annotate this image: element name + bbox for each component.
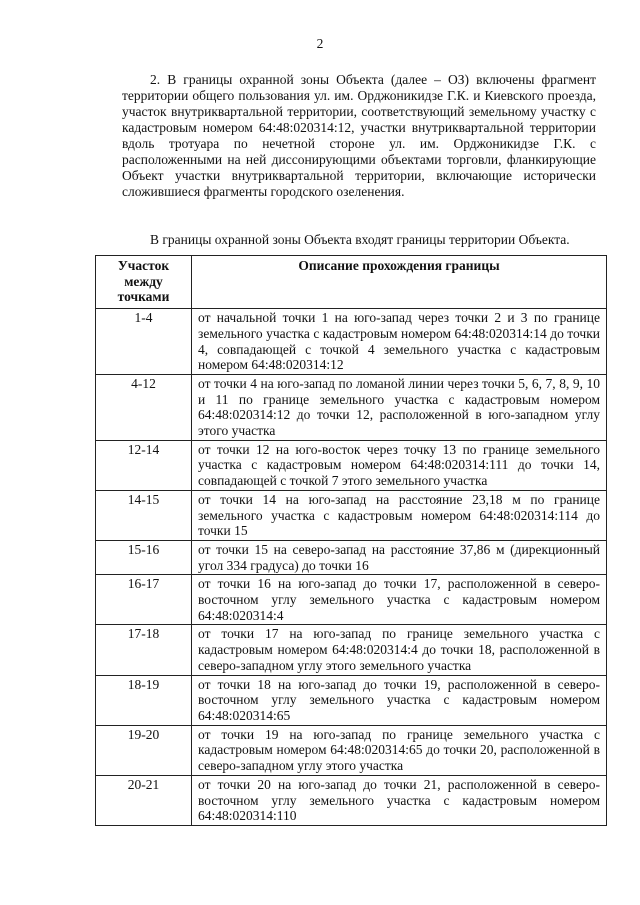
- table-row: [96, 374, 607, 440]
- description-cell: от точки 4 на юго-запад по ломаной линии через точки 5, 6, 7, 8, 9, 10 и 11 по границе земельного участка с кадастровым номером 64:48:020314:12 до точки 12, расположенной в юго-западном углу этого участка: [192, 374, 607, 440]
- segment-cell: 14-15: [96, 490, 192, 540]
- description-cell: от точки 19 на юго-запад по границе земельного участка с кадастровым номером 64:48:020314:65 до точки 20, расположенной в северо-западном углу этого участка: [192, 725, 607, 775]
- description-cell: от точки 15 на северо-запад на расстояние 37,86 м (дирекционный угол 334 градуса) до точки 16: [192, 540, 607, 574]
- header-segment: Участок между точками: [96, 256, 192, 309]
- segment-cell: 18-19: [96, 675, 192, 725]
- segment-cell: 19-20: [96, 725, 192, 775]
- segment-cell: 15-16: [96, 540, 192, 574]
- table-row: [96, 309, 607, 375]
- table-row: [96, 490, 607, 540]
- table-row: [96, 775, 607, 825]
- description-cell: от точки 17 на юго-запад по границе земельного участка с кадастровым номером 64:48:020314:4 до точки 18, расположенной в северо-западном углу этого земельного участка: [192, 625, 607, 675]
- table-header-row: [96, 256, 607, 309]
- table-row: [96, 540, 607, 574]
- table-row: [96, 725, 607, 775]
- table-row: [96, 625, 607, 675]
- table-row: [96, 575, 607, 625]
- segment-cell: 16-17: [96, 575, 192, 625]
- boundary-table: [95, 255, 607, 826]
- segment-cell: 4-12: [96, 374, 192, 440]
- paragraph-protection-zone: 2. В границы охранной зоны Объекта (далее – ОЗ) включены фрагмент территории общего пользования ул. им. Орджоникидзе Г.К. и Киевского проезда, участок внутриквартальной территории, соответствующий земельному участку с кадастровым номером 64:48:020314:12, участки внутриквартальной территории вдоль тротуара по нечетной стороне ул. им. Орджоникидзе Г.К. с расположенными на ней диссонирующими объектами торговли, фланкирующие Объект участки внутриквартальной территории, включающие исторически сложившиеся фрагменты городского озеленения.: [122, 72, 596, 199]
- segment-cell: 12-14: [96, 440, 192, 490]
- description-cell: от точки 18 на юго-запад до точки 19, расположенной в северо-восточном углу земельного участка с кадастровым номером 64:48:020314:65: [192, 675, 607, 725]
- description-cell: от точки 14 на юго-запад на расстояние 23,18 м по границе земельного участка с кадастровым номером 64:48:020314:114 до точки 15: [192, 490, 607, 540]
- table-row: [96, 675, 607, 725]
- segment-cell: 20-21: [96, 775, 192, 825]
- description-cell: от точки 12 на юго-восток через точку 13 по границе земельного участка с кадастровым номером 64:48:020314:111 до точки 14, совпадающей с точкой 7 этого земельного участка: [192, 440, 607, 490]
- segment-cell: 17-18: [96, 625, 192, 675]
- description-cell: от начальной точки 1 на юго-запад через точки 2 и 3 по границе земельного участка с кадастровым номером 64:48:020314:14 до точки 4, совпадающей с точкой 4 земельного участка с кадастровым номером 64:48:020314:12: [192, 309, 607, 375]
- header-description: Описание прохождения границы: [192, 256, 607, 309]
- page-number: 2: [316, 36, 324, 51]
- description-cell: от точки 16 на юго-запад до точки 17, расположенной в северо-восточном углу земельного участка с кадастровым номером 64:48:020314:4: [192, 575, 607, 625]
- description-cell: от точки 20 на юго-запад до точки 21, расположенной в северо-восточном углу земельного участка с кадастровым номером 64:48:020314:110: [192, 775, 607, 825]
- paragraph-zone-boundaries: В границы охранной зоны Объекта входят границы территории Объекта.: [150, 232, 570, 247]
- table-row: [96, 440, 607, 490]
- segment-cell: 1-4: [96, 309, 192, 375]
